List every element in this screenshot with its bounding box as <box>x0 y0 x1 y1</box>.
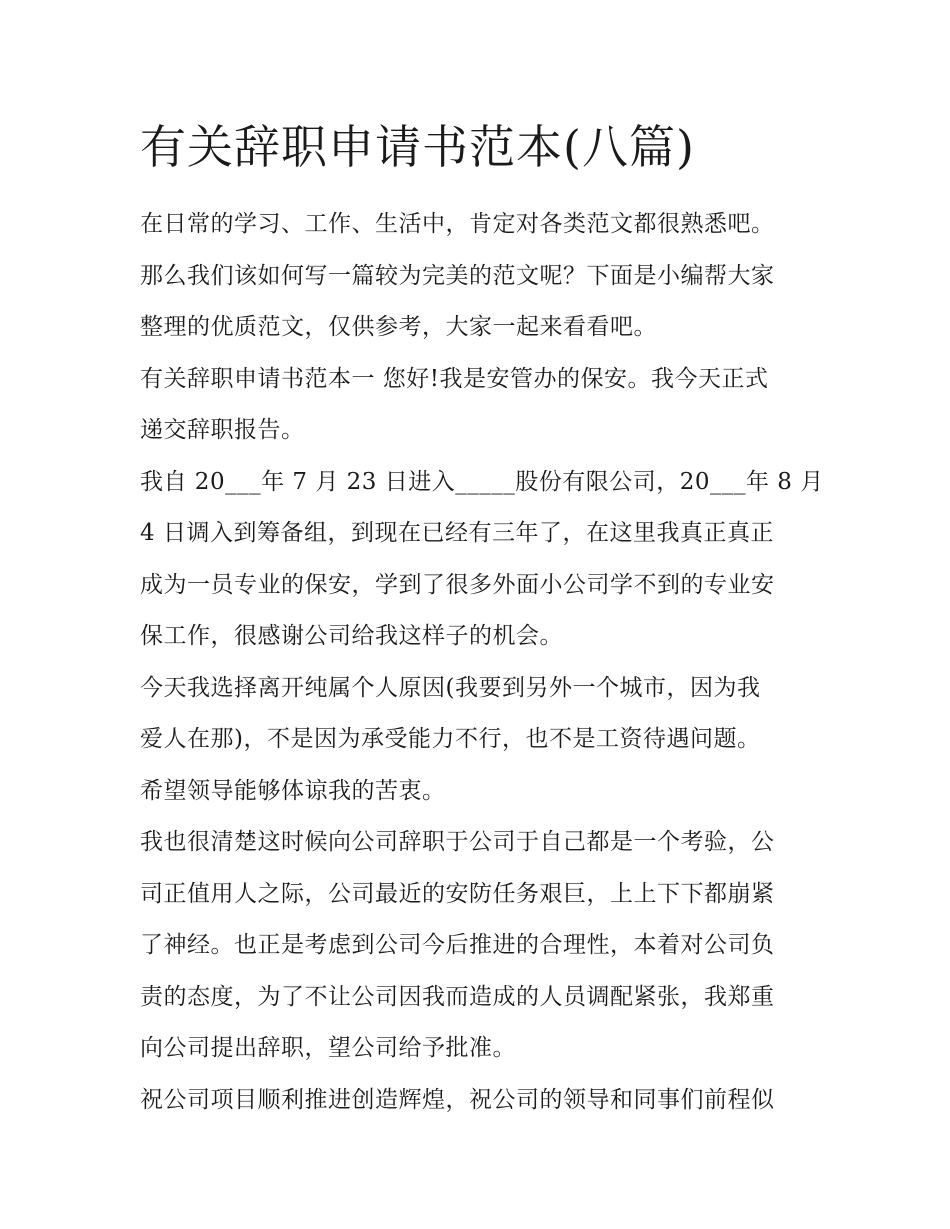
text-line: 保工作，很感谢公司给我这样子的机会。 <box>140 623 563 649</box>
text-line: 成为一员专业的保安，学到了很多外面小公司学不到的专业安 <box>140 571 775 598</box>
text-line: 祝公司项目顺利推进创造辉煌，祝公司的领导和同事们前程似 <box>140 1086 775 1113</box>
text-line: 了神经。也正是考虑到公司今后推进的合理性，本着对公司负 <box>140 932 775 958</box>
text-line: 司正值用人之际，公司最近的安防任务艰巨，上上下下都崩紧 <box>140 880 775 907</box>
text-line: 递交辞职报告。 <box>140 417 305 443</box>
text-line: 我自 20___年 7 月 23 日进入_____股份有限公司，20___年 8 月 <box>140 468 824 495</box>
text-line: 那么我们该如何写一篇较为完美的范文呢？下面是小编帮大家 <box>140 262 775 289</box>
text-line: 4 日调入到筹备组，到现在已经有三年了，在这里我真正真正 <box>140 520 774 546</box>
text-line: 有关辞职申请书范本一 您好!我是安管办的保安。我今天正式 <box>140 365 769 392</box>
text-line: 整理的优质范文，仅供参考，大家一起来看看吧。 <box>140 314 657 340</box>
text-line: 爱人在那)，不是因为承受能力不行，也不是工资待遇问题。 <box>140 726 761 752</box>
text-line: 我也很清楚这时候向公司辞职于公司于自己都是一个考验，公 <box>140 829 775 855</box>
text-line: 在日常的学习、工作、生活中，肯定对各类范文都很熟悉吧。 <box>140 211 775 237</box>
document-body <box>140 199 824 1126</box>
text-line: 向公司提出辞职，望公司给予批准。 <box>140 1035 516 1061</box>
text-line: 今天我选择离开纯属个人原因(我要到另外一个城市，因为我 <box>140 674 761 701</box>
text-line: 责的态度，为了不让公司因我而造成的人员调配紧张，我郑重 <box>140 983 775 1010</box>
document-title: 有关辞职申请书范本(八篇) <box>140 120 695 174</box>
text-line: 希望领导能够体谅我的苦衷。 <box>140 777 446 804</box>
